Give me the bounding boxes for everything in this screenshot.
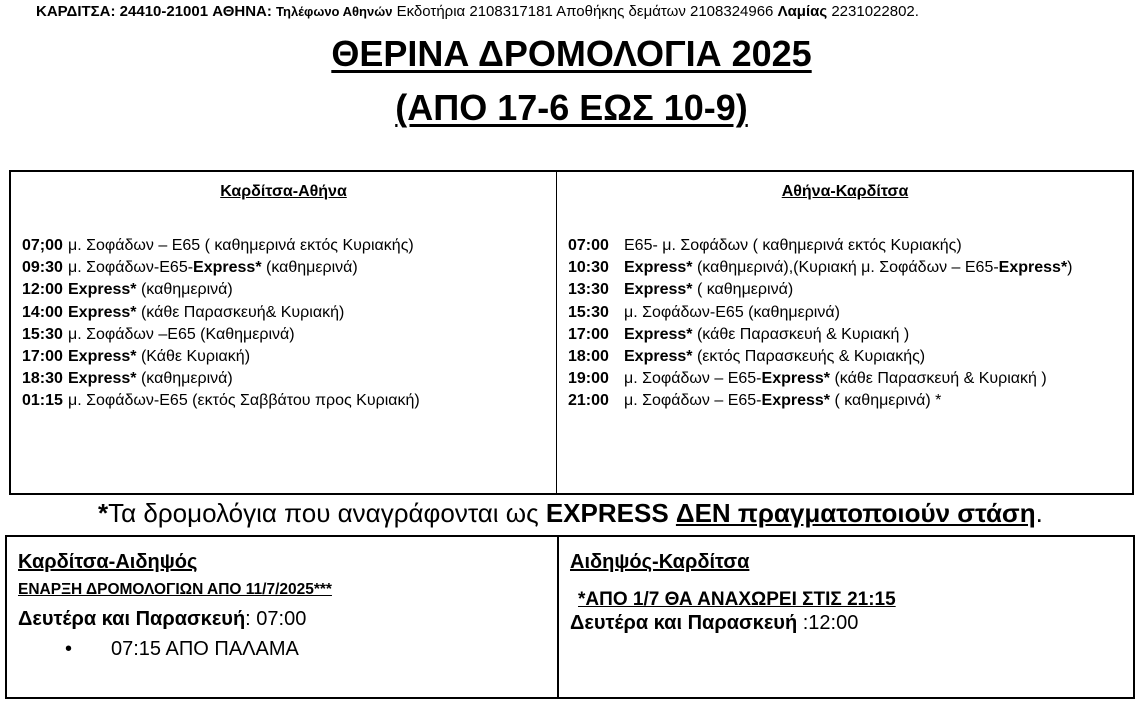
departure-time: 19:00 [568,370,609,388]
schedule-row [568,390,1073,412]
days-label: Δευτέρα και Παρασκευή [570,612,798,634]
athens-karditsa-heading: Αθήνα-Καρδίτσα [781,183,909,200]
route-text: μ. Σοφάδων-Ε65 (καθημερινά) [624,303,840,321]
contact-header [36,3,919,20]
schedule-row [568,324,1073,346]
departure-time: 13:30 [568,281,609,299]
route-note: (καθημερινά) [136,281,233,299]
karditsa-aidipsos-days [18,608,306,631]
route-note: (κάθε Παρασκευή & Κυριακή ) [692,325,910,343]
route-note: (καθημερινά) [136,370,233,388]
route-note: ) [1067,259,1073,277]
departure-time: 07;00 [22,237,63,254]
no-stop-text: ΔΕΝ πραγματοποιούν στάση [675,498,1036,528]
schedule-row [22,235,420,257]
express-word: EXPRESS [545,498,669,528]
route-note: (καθημερινά) [261,259,358,277]
departure-time: 21:00 [568,392,609,410]
asterisk: * [98,498,109,528]
express-label: Express* [68,347,137,365]
aidipsos-schedule-table [5,535,1135,699]
express-label: Express* [624,259,693,277]
express-note-end: . [1035,498,1043,528]
route-note: ( καθημερινά) * [830,392,942,410]
departure-time: 14:00 [22,303,63,321]
aidipsos-karditsa-days [570,612,858,635]
route-text: μ. Σοφάδων-Ε65 (εκτός Σαββάτου προς Κυριακή) [68,392,420,410]
route-text: μ. Σοφάδων – Ε65- [624,392,762,410]
schedule-row [22,324,420,346]
karditsa-phone: ΚΑΡΔΙΤΣΑ: 24410-21001 [36,3,209,20]
lamia-label: Λαμίας [777,3,828,20]
departure-time: 17:00 [568,325,609,343]
route-note: (καθημερινά),(Κυριακή μ. Σοφάδων – Ε65- [692,259,999,277]
palamas-stop [65,638,299,661]
departure-time: : 07:00 [245,608,307,630]
route-text: μ. Σοφάδων –Ε65 (Καθημερινά) [68,325,295,343]
departure-time: :12:00 [797,612,859,634]
schedule-row [568,279,1073,301]
column-divider [556,172,557,493]
schedule-row [22,302,420,324]
express-label: Express* [68,370,137,388]
route-note: (κάθε Παρασκευή & Κυριακή ) [830,370,1047,388]
days-label: Δευτέρα και Παρασκευή [18,608,246,630]
route-note: (εκτός Παρασκευής & Κυριακής) [692,347,926,365]
athens-phone-label: Τηλέφωνο Αθηνών [276,4,393,19]
karditsa-athens-heading: Καρδίτσα-Αθήνα [220,183,347,200]
departure-time: 15:30 [22,325,63,343]
departure-time: 01:15 [22,392,63,410]
express-footnote [98,498,1043,529]
schedule-row [568,257,1073,279]
route-text: Ε65- μ. Σοφάδων ( καθημερινά εκτός Κυριακής) [624,237,962,254]
route-text: μ. Σοφάδων – Ε65 ( καθημερινά εκτός Κυριακής) [68,237,414,254]
route-note: ( καθημερινά) [692,281,794,299]
page-title: ΘΕΡΙΝΑ ΔΡΟΜΟΛΟΓΙΑ 2025 [331,33,812,74]
departure-time: 07:00 [568,237,609,254]
departure-change-note: *ΑΠΟ 1/7 ΘΑ ΑΝΑΧΩΡΕΙ ΣΤΙΣ 21:15 [578,589,896,610]
departure-time: 17:00 [22,347,63,365]
schedule-row [22,346,420,368]
express-label: Express* [998,259,1068,277]
express-label: Express* [761,370,831,388]
express-label: Express* [624,347,693,365]
schedule-row [568,346,1073,368]
express-label: Express* [68,303,137,321]
page-subtitle-dates: (ΑΠΟ 17-6 ΕΩΣ 10-9) [395,87,748,128]
schedule-row [568,302,1073,324]
athens-label: ΑΘΗΝΑ: [212,3,272,20]
schedule-row [568,235,1073,257]
aidipsos-karditsa-title: Αιδηψός-Καρδίτσα [570,551,750,573]
departure-time: 10:30 [568,259,609,277]
express-label: Express* [761,392,831,410]
karditsa-athens-routes [22,235,420,413]
route-start-note: ΕΝΑΡΞΗ ΔΡΟΜΟΛΟΓΙΩΝ ΑΠΟ 11/7/2025*** [18,581,332,598]
route-note: (Κάθε Κυριακή) [136,347,251,365]
schedule-row [22,368,420,390]
lamia-phone: 2231022802. [831,3,919,20]
departure-time: 12:00 [22,281,63,299]
departure-time: 15:30 [568,303,609,321]
express-note-text: Τα δρομολόγια που αναγράφονται ως [108,498,546,528]
karditsa-aidipsos-title: Καρδίτσα-Αιδηψός [18,551,198,573]
express-label: Express* [624,281,693,299]
athens-karditsa-routes [568,235,1073,413]
route-text: μ. Σοφάδων-Ε65- [68,259,194,277]
express-label: Express* [193,259,262,277]
athens-phones: Εκδοτήρια 2108317181 Αποθήκης δεμάτων 2108324966 [396,3,774,20]
schedule-row [22,279,420,301]
column-divider [557,537,559,697]
schedule-row [568,368,1073,390]
bullet-icon: • [65,638,73,660]
route-text: μ. Σοφάδων – Ε65- [624,370,762,388]
departure-time: 18:00 [568,347,609,365]
palamas-stop-text: 07:15 ΑΠΟ ΠΑΛΑΜΑ [111,638,299,660]
express-label: Express* [624,325,693,343]
departure-time: 09:30 [22,259,63,277]
express-label: Express* [68,281,137,299]
departure-time: 18:30 [22,370,63,388]
schedule-row [22,257,420,279]
schedule-row [22,390,420,412]
route-note: (κάθε Παρασκευή& Κυριακή) [136,303,345,321]
